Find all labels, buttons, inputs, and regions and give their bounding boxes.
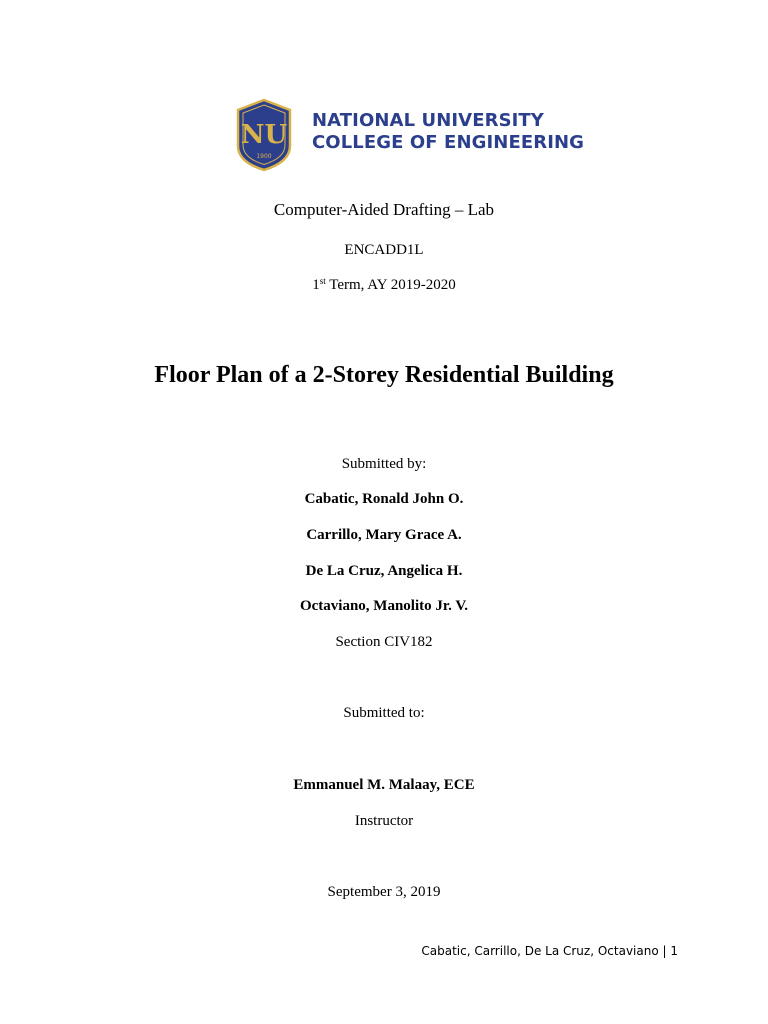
- instructor-name: Emmanuel M. Malaay, ECE: [293, 777, 475, 793]
- page-number: 1: [670, 944, 678, 958]
- term-number: 1: [312, 277, 320, 293]
- seal-year: 1900: [256, 153, 272, 160]
- page-footer: [421, 944, 678, 958]
- course-code: ENCADD1L: [344, 242, 424, 258]
- section-label: Section CIV182: [335, 634, 433, 650]
- course-title: Computer-Aided Drafting – Lab: [273, 200, 495, 219]
- university-logo: [234, 98, 585, 172]
- footer-authors: Cabatic, Carrillo, De La Cruz, Octaviano: [421, 944, 659, 958]
- submitted-by-label: Submitted by:: [341, 456, 427, 472]
- member-name: Carrillo, Mary Grace A.: [306, 527, 462, 543]
- term-suffix: st: [319, 276, 326, 286]
- university-seal-icon: [234, 98, 294, 172]
- seal-letters: NU: [240, 120, 288, 150]
- member-name: Octaviano, Manolito Jr. V.: [299, 598, 469, 614]
- submission-date: September 3, 2019: [327, 884, 441, 900]
- logo-line-2: COLLEGE OF ENGINEERING: [312, 132, 585, 153]
- member-name: De La Cruz, Angelica H.: [305, 563, 463, 579]
- submitted-to-label: Submitted to:: [343, 705, 425, 721]
- member-name: Cabatic, Ronald John O.: [304, 491, 464, 507]
- term-line: [0, 277, 768, 294]
- instructor-role: Instructor: [354, 813, 414, 829]
- university-wordmark: [312, 110, 584, 154]
- document-title: Floor Plan of a 2-Storey Residential Building: [154, 362, 614, 388]
- logo-line-1: NATIONAL UNIVERSITY: [312, 110, 544, 131]
- term-rest: Term, AY 2019-2020: [325, 277, 456, 293]
- footer-separator: |: [658, 944, 671, 958]
